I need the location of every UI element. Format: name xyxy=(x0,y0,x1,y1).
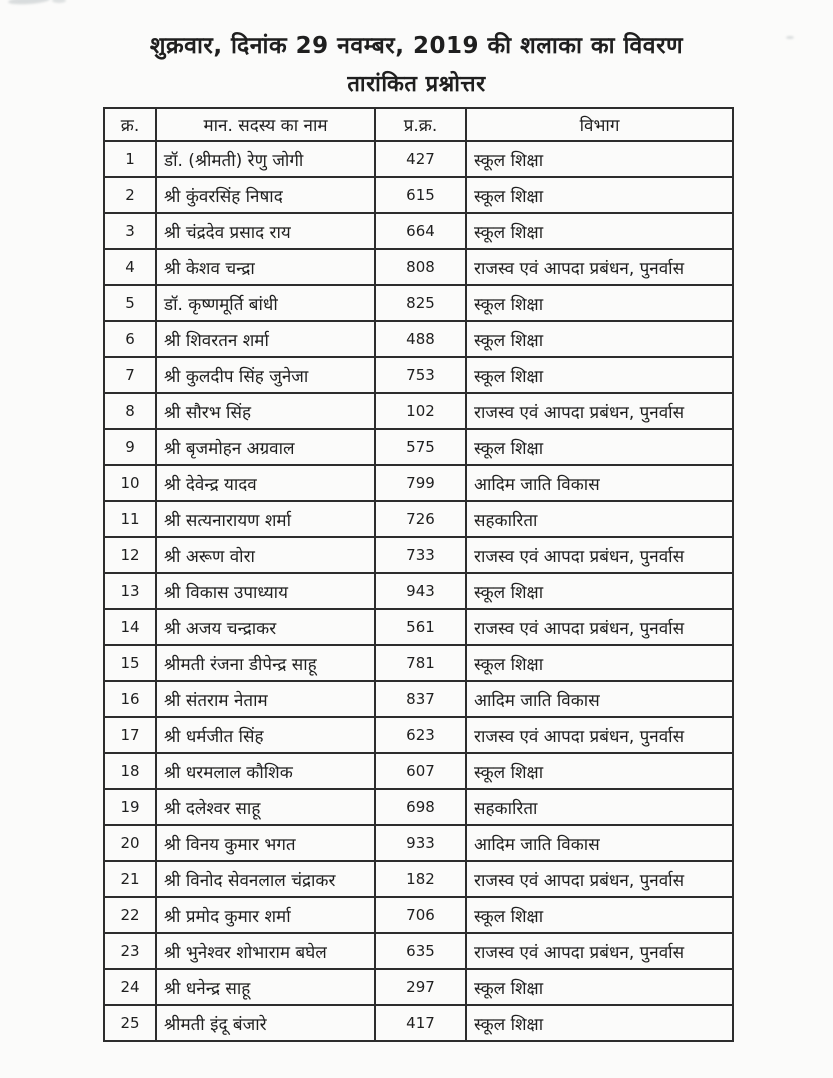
table-row xyxy=(104,1005,733,1041)
question-number-cell: 102 xyxy=(375,393,466,429)
department-cell: स्कूल शिक्षा xyxy=(466,645,733,681)
member-name-cell: श्री विकास उपाध्याय xyxy=(156,573,375,609)
serial-number-cell: 25 xyxy=(104,1005,156,1041)
member-name-cell: श्री संतराम नेताम xyxy=(156,681,375,717)
table-row xyxy=(104,645,733,681)
serial-number-cell: 9 xyxy=(104,429,156,465)
scan-artifact xyxy=(52,0,66,3)
member-name-cell: श्री धनेन्द्र साहू xyxy=(156,969,375,1005)
table-row xyxy=(104,213,733,249)
member-name-cell: श्री अरूण वोरा xyxy=(156,537,375,573)
member-name-cell: श्री केशव चन्द्रा xyxy=(156,249,375,285)
table-row xyxy=(104,681,733,717)
serial-number-cell: 23 xyxy=(104,933,156,969)
department-cell: स्कूल शिक्षा xyxy=(466,429,733,465)
table-row xyxy=(104,501,733,537)
question-number-cell: 781 xyxy=(375,645,466,681)
department-cell: राजस्व एवं आपदा प्रबंधन, पुनर्वास xyxy=(466,537,733,573)
serial-number-cell: 24 xyxy=(104,969,156,1005)
member-name-cell: श्री प्रमोद कुमार शर्मा xyxy=(156,897,375,933)
member-name-cell: श्री भुनेश्वर शोभाराम बघेल xyxy=(156,933,375,969)
document-subtitle: तारांकित प्रश्नोत्तर xyxy=(347,72,486,97)
member-name-cell: श्री अजय चन्द्राकर xyxy=(156,609,375,645)
serial-number-cell: 17 xyxy=(104,717,156,753)
member-name-cell: श्री धर्मजीत सिंह xyxy=(156,717,375,753)
question-number-cell: 933 xyxy=(375,825,466,861)
table-row xyxy=(104,933,733,969)
question-number-cell: 808 xyxy=(375,249,466,285)
question-number-cell: 635 xyxy=(375,933,466,969)
member-name-cell: श्री देवेन्द्र यादव xyxy=(156,465,375,501)
department-cell: आदिम जाति विकास xyxy=(466,681,733,717)
table-body xyxy=(104,141,733,1041)
question-number-cell: 698 xyxy=(375,789,466,825)
department-cell: स्कूल शिक्षा xyxy=(466,753,733,789)
member-name-cell: श्री बृजमोहन अग्रवाल xyxy=(156,429,375,465)
member-name-cell: श्री शिवरतन शर्मा xyxy=(156,321,375,357)
document-title: शुक्रवार, दिनांक 29 नवम्बर, 2019 की शलाका का विवरण xyxy=(149,33,684,59)
member-name-cell: श्री चंद्रदेव प्रसाद राय xyxy=(156,213,375,249)
serial-number-cell: 10 xyxy=(104,465,156,501)
question-number-cell: 664 xyxy=(375,213,466,249)
question-number-cell: 799 xyxy=(375,465,466,501)
table-row xyxy=(104,429,733,465)
serial-number-cell: 6 xyxy=(104,321,156,357)
table-row xyxy=(104,285,733,321)
table-row xyxy=(104,969,733,1005)
department-cell: सहकारिता xyxy=(466,501,733,537)
question-number-cell: 561 xyxy=(375,609,466,645)
department-cell: राजस्व एवं आपदा प्रबंधन, पुनर्वास xyxy=(466,933,733,969)
member-name-cell: श्री धरमलाल कौशिक xyxy=(156,753,375,789)
table-row xyxy=(104,177,733,213)
starred-questions-table xyxy=(103,107,734,1042)
question-number-cell: 837 xyxy=(375,681,466,717)
department-cell: स्कूल शिक्षा xyxy=(466,897,733,933)
table-row xyxy=(104,141,733,177)
department-cell: स्कूल शिक्षा xyxy=(466,285,733,321)
table-row xyxy=(104,753,733,789)
member-name-cell: श्री कुलदीप सिंह जुनेजा xyxy=(156,357,375,393)
department-cell: स्कूल शिक्षा xyxy=(466,573,733,609)
table-row xyxy=(104,357,733,393)
table-header-row xyxy=(104,108,733,141)
question-number-cell: 623 xyxy=(375,717,466,753)
member-name-cell: डॉ. (श्रीमती) रेणु जोगी xyxy=(156,141,375,177)
serial-number-cell: 20 xyxy=(104,825,156,861)
department-cell: आदिम जाति विकास xyxy=(466,465,733,501)
serial-number-cell: 19 xyxy=(104,789,156,825)
member-name-cell: श्री सौरभ सिंह xyxy=(156,393,375,429)
member-name-cell: श्रीमती रंजना डीपेन्द्र साहू xyxy=(156,645,375,681)
question-number-cell: 733 xyxy=(375,537,466,573)
department-cell: स्कूल शिक्षा xyxy=(466,141,733,177)
question-number-cell: 726 xyxy=(375,501,466,537)
question-number-cell: 943 xyxy=(375,573,466,609)
department-cell: राजस्व एवं आपदा प्रबंधन, पुनर्वास xyxy=(466,861,733,897)
serial-number-cell: 2 xyxy=(104,177,156,213)
serial-number-cell: 11 xyxy=(104,501,156,537)
department-cell: स्कूल शिक्षा xyxy=(466,321,733,357)
department-cell: आदिम जाति विकास xyxy=(466,825,733,861)
header-serial-number: क्र. xyxy=(104,108,156,141)
serial-number-cell: 13 xyxy=(104,573,156,609)
question-number-cell: 297 xyxy=(375,969,466,1005)
member-name-cell: श्री सत्यनारायण शर्मा xyxy=(156,501,375,537)
serial-number-cell: 18 xyxy=(104,753,156,789)
department-cell: राजस्व एवं आपदा प्रबंधन, पुनर्वास xyxy=(466,609,733,645)
serial-number-cell: 4 xyxy=(104,249,156,285)
serial-number-cell: 3 xyxy=(104,213,156,249)
department-cell: स्कूल शिक्षा xyxy=(466,177,733,213)
member-name-cell: श्री दलेश्वर साहू xyxy=(156,789,375,825)
table-row xyxy=(104,249,733,285)
serial-number-cell: 16 xyxy=(104,681,156,717)
question-number-cell: 753 xyxy=(375,357,466,393)
serial-number-cell: 15 xyxy=(104,645,156,681)
member-name-cell: श्री कुंवरसिंह निषाद xyxy=(156,177,375,213)
table-row xyxy=(104,861,733,897)
table-row xyxy=(104,897,733,933)
table-row xyxy=(104,393,733,429)
department-cell: स्कूल शिक्षा xyxy=(466,1005,733,1041)
question-number-cell: 575 xyxy=(375,429,466,465)
header-member-name: मान. सदस्य का नाम xyxy=(156,108,375,141)
department-cell: स्कूल शिक्षा xyxy=(466,969,733,1005)
header-question-number: प्र.क्र. xyxy=(375,108,466,141)
table-row xyxy=(104,717,733,753)
serial-number-cell: 8 xyxy=(104,393,156,429)
question-number-cell: 615 xyxy=(375,177,466,213)
scan-artifact xyxy=(8,0,50,5)
department-cell: स्कूल शिक्षा xyxy=(466,213,733,249)
department-cell: राजस्व एवं आपदा प्रबंधन, पुनर्वास xyxy=(466,393,733,429)
question-number-cell: 706 xyxy=(375,897,466,933)
table-row xyxy=(104,789,733,825)
member-name-cell: डॉ. कृष्णमूर्ति बांधी xyxy=(156,285,375,321)
question-number-cell: 825 xyxy=(375,285,466,321)
question-number-cell: 417 xyxy=(375,1005,466,1041)
table-row xyxy=(104,465,733,501)
header-department: विभाग xyxy=(466,108,733,141)
serial-number-cell: 7 xyxy=(104,357,156,393)
table-row xyxy=(104,321,733,357)
serial-number-cell: 1 xyxy=(104,141,156,177)
question-number-cell: 427 xyxy=(375,141,466,177)
table-row xyxy=(104,609,733,645)
question-number-cell: 182 xyxy=(375,861,466,897)
serial-number-cell: 22 xyxy=(104,897,156,933)
department-cell: स्कूल शिक्षा xyxy=(466,357,733,393)
member-name-cell: श्री विनोद सेवनलाल चंद्राकर xyxy=(156,861,375,897)
serial-number-cell: 12 xyxy=(104,537,156,573)
member-name-cell: श्रीमती इंदू बंजारे xyxy=(156,1005,375,1041)
department-cell: राजस्व एवं आपदा प्रबंधन, पुनर्वास xyxy=(466,717,733,753)
serial-number-cell: 14 xyxy=(104,609,156,645)
table-row xyxy=(104,825,733,861)
serial-number-cell: 21 xyxy=(104,861,156,897)
table-row xyxy=(104,573,733,609)
question-number-cell: 488 xyxy=(375,321,466,357)
serial-number-cell: 5 xyxy=(104,285,156,321)
table-row xyxy=(104,537,733,573)
member-name-cell: श्री विनय कुमार भगत xyxy=(156,825,375,861)
question-number-cell: 607 xyxy=(375,753,466,789)
department-cell: सहकारिता xyxy=(466,789,733,825)
department-cell: राजस्व एवं आपदा प्रबंधन, पुनर्वास xyxy=(466,249,733,285)
